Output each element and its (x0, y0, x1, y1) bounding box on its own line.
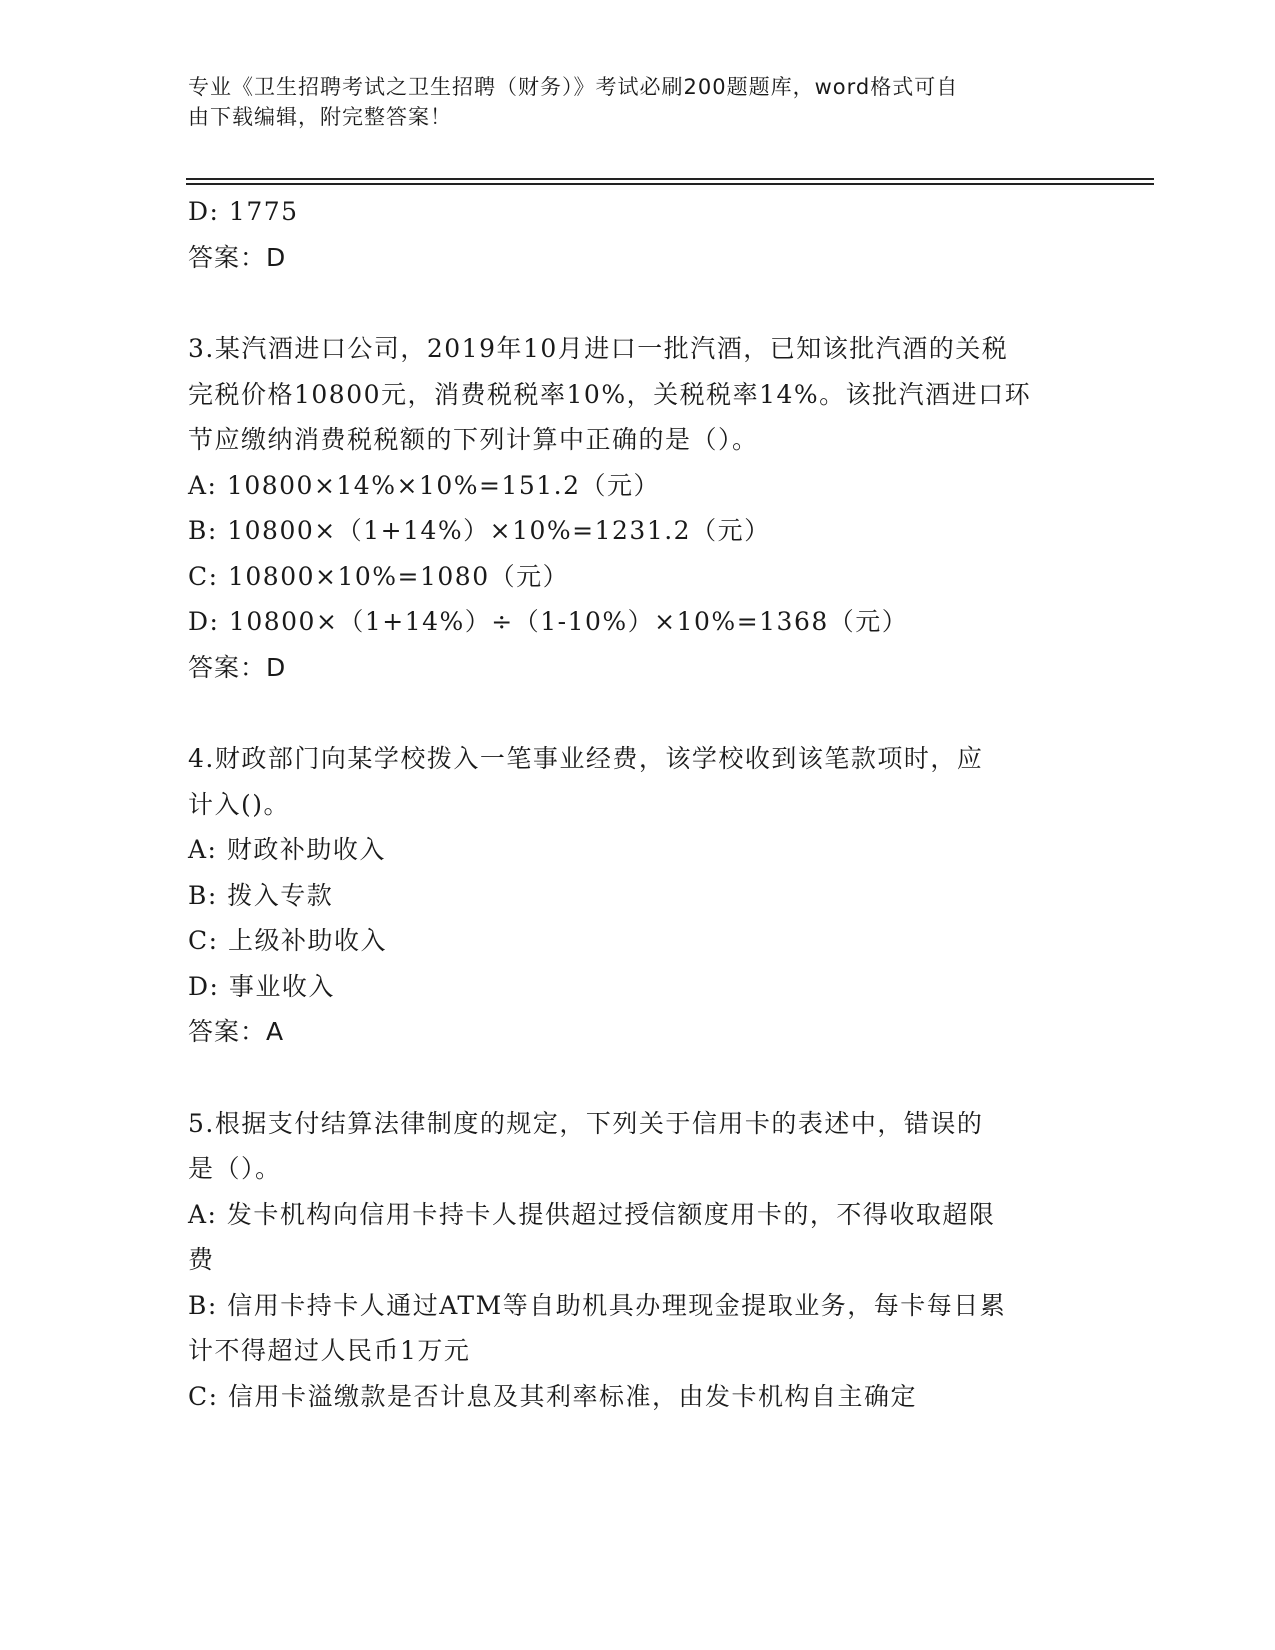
spacer (188, 280, 1088, 326)
header-line-1: 专业《卫生招聘考试之卫生招聘（财务）》考试必刷200题题库，word格式可自 (188, 75, 959, 99)
option-c: C: 上级补助收入 (188, 926, 387, 955)
option-a: A: 发卡机构向信用卡持卡人提供超过授信额度用卡的，不得收取超限 (188, 1199, 996, 1229)
option-a: A: 10800×14%×10%=151.2（元） (188, 470, 660, 500)
question-3 (188, 326, 1088, 690)
header-line-2: 由下载编辑，附完整答案！ (188, 105, 452, 129)
spacer (188, 690, 1088, 736)
option-d: D: 事业收入 (188, 971, 335, 1001)
spacer (188, 1055, 1088, 1101)
question-stem: 完税价格10800元，消费税税率10%，关税税率14%。该批汽酒进口环 (188, 379, 1032, 409)
document-body (188, 189, 1088, 1419)
document-header (188, 72, 1068, 132)
question-4 (188, 736, 1088, 1055)
question-stem: 是（）。 (188, 1154, 282, 1183)
option-b-continued: 计不得超过人民币1万元 (188, 1336, 471, 1365)
option-b: B: 信用卡持卡人通过ATM等自助机具办理现金提取业务，每卡每日累 (188, 1290, 1007, 1320)
question-stem: 3.某汽酒进口公司，2019年10月进口一批汽酒，已知该批汽酒的关税 (188, 334, 1009, 363)
option-c: C: 10800×10%=1080（元） (188, 561, 570, 591)
question-2-tail (188, 189, 1088, 280)
question-stem: 4.财政部门向某学校拨入一笔事业经费，该学校收到该笔款项时，应 (188, 744, 984, 773)
question-5 (188, 1101, 1088, 1420)
option-c: C: 信用卡溢缴款是否计息及其利率标准，由发卡机构自主确定 (188, 1381, 918, 1411)
answer-line: 答案：D (188, 652, 287, 682)
answer-line: 答案：D (188, 242, 287, 272)
header-divider-top (186, 178, 1154, 180)
answer-line: 答案：A (188, 1017, 285, 1046)
option-b: B: 10800×（1+14%）×10%=1231.2（元） (188, 516, 771, 545)
option-a-continued: 费 (188, 1245, 215, 1274)
question-stem: 节应缴纳消费税税额的下列计算中正确的是（）。 (188, 425, 759, 454)
question-stem: 5.根据支付结算法律制度的规定，下列关于信用卡的表述中，错误的 (188, 1108, 984, 1138)
question-stem: 计入()。 (188, 789, 291, 819)
option-d: D: 10800×（1+14%）÷（1-10%）×10%=1368（元） (188, 607, 909, 636)
option-a: A: 财政补助收入 (188, 835, 386, 864)
option-b: B: 拨入专款 (188, 880, 334, 910)
header-divider-bottom (186, 183, 1154, 185)
option-d: D: 1775 (188, 197, 299, 226)
